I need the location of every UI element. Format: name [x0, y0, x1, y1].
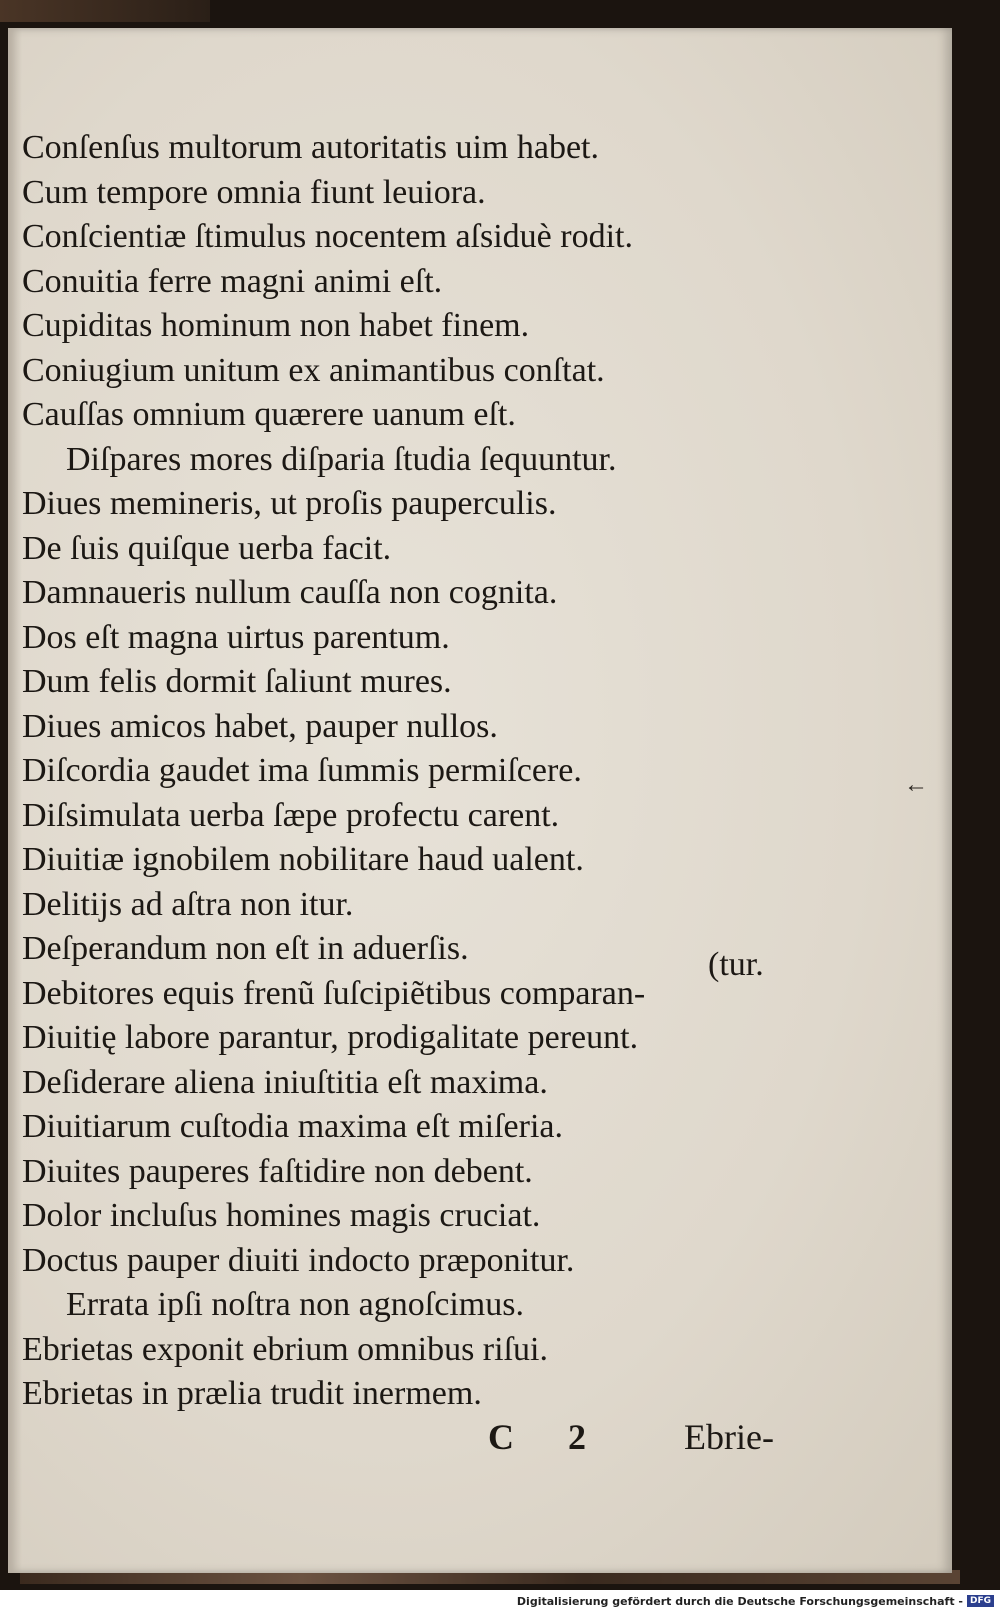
- proverb-line: Cupiditas hominum non habet finem.: [22, 307, 530, 344]
- proverb-line: Dolor incluſus homines magis cruciat.: [22, 1197, 541, 1234]
- proverb-line: Errata ipſi noſtra non agnoſcimus.: [66, 1286, 524, 1323]
- proverb-line: Delitijs ad aſtra non itur.: [22, 885, 354, 923]
- proverb-line: Ebrietas in prælia trudit inermem.: [22, 1375, 482, 1412]
- proverb-line: Ebrietas exponit ebrium omnibus riſui.: [22, 1330, 548, 1368]
- proverb-line: Deſiderare aliena iniuſtitia eſt maxima.: [22, 1063, 548, 1101]
- proverb-line: Damnaueris nullum cauſſa non cognita.: [22, 574, 558, 611]
- proverb-line: De ſuis quiſque uerba facit.: [22, 529, 392, 567]
- book-page: [8, 28, 952, 1573]
- proverb-line: Coniugium unitum ex animantibus conſtat.: [22, 351, 605, 389]
- page-gutter: [8, 28, 22, 1573]
- signature-letter: C: [488, 1417, 514, 1457]
- dfg-logo: DFG: [967, 1595, 994, 1607]
- catchword: Ebrie-: [684, 1417, 774, 1457]
- proverb-line: Dum felis dormit ſaliunt mures.: [22, 663, 452, 700]
- proverb-line: Diuites pauperes faſtidire non debent.: [22, 1152, 533, 1190]
- proverb-line: Doctus pauper diuiti indocto præponitur.: [22, 1241, 575, 1279]
- proverb-line: Deſperandum non eſt in aduerſis.: [22, 930, 469, 967]
- proverb-line: Diuitię labore parantur, prodigalitate pereunt.: [22, 1019, 639, 1056]
- signature-number: 2: [568, 1417, 586, 1457]
- proverb-line: Diues memineris, ut proſis pauperculis.: [22, 485, 557, 522]
- frame-edge: [0, 0, 210, 22]
- proverb-line: Cauſſas omnium quærere uanum eſt.: [22, 396, 516, 433]
- proverb-line: Debitores equis frenũ ſuſcipiẽtibus comparan-: [22, 974, 646, 1012]
- proverb-line: Conuitia ferre magni animi eſt.: [22, 262, 443, 300]
- proverb-line: Diſsimulata uerba ſæpe profectu carent.: [22, 796, 560, 834]
- proverb-line: Dos eſt magna uirtus parentum.: [22, 618, 450, 656]
- proverb-list: [22, 126, 822, 1417]
- digitization-credit: [517, 1593, 994, 1609]
- margin-arrow-icon: ←: [904, 772, 928, 798]
- proverb-line: Conſenſus multorum autoritatis uim habet.: [22, 129, 599, 166]
- signature-line: [488, 1416, 848, 1466]
- proverb-line: Conſcientiæ ſtimulus nocentem aſsiduè rodit.: [22, 218, 633, 255]
- proverb-line: Diues amicos habet, pauper nullos.: [22, 707, 498, 745]
- credit-text: Digitalisierung gefördert durch die Deutsche Forschungsgemeinschaft -: [516, 1594, 963, 1608]
- line-turnover: (tur.: [708, 946, 764, 983]
- proverb-line: Diuitiarum cuſtodia maxima eſt miſeria.: [22, 1108, 564, 1145]
- proverb-line: Diſpares mores diſparia ſtudia ſequuntur.: [66, 440, 617, 478]
- proverb-line: Diſcordia gaudet ima ſummis permiſcere.: [22, 752, 582, 789]
- proverb-line: Cum tempore omnia fiunt leuiora.: [22, 173, 486, 211]
- proverb-line: Diuitiæ ignobilem nobilitare haud ualent.: [22, 841, 584, 878]
